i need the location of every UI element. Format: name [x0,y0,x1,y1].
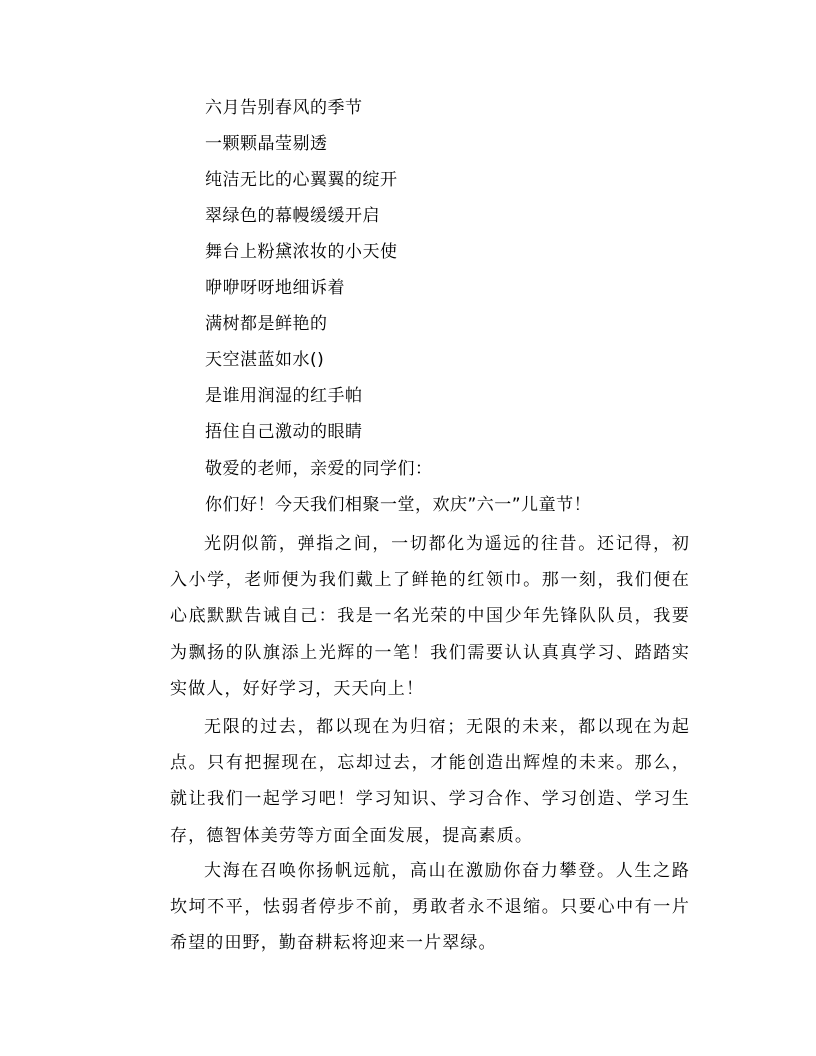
poem-line-4: 翠绿色的幕幔缓缓开启 [205,206,380,226]
poem-line-7: 满树都是鲜艳的 [205,314,328,334]
poem-line-3: 纯洁无比的心翼翼的绽开 [205,170,398,190]
poem-line-5: 舞台上粉黛浓妆的小天使 [205,242,398,262]
poem-line-6: 咿咿呀呀地细诉着 [205,278,345,298]
poem-line-8: 天空湛蓝如水() [205,350,325,370]
speech-paragraph-2: 无限的过去，都以现在为归宿；无限的未来，都以现在为起点。只有把握现在，忘却过去，才能创造出辉煌的未来。那么，就让我们一起学习吧！学习知识、学习合作、学习创造、学习生存，德智体美劳等方面全面发展，提高素质。 [170,717,690,846]
speech-paragraph-3: 大海在召唤你扬帆远航，高山在激励你奋力攀登。人生之路坎坷不平，怯弱者停步不前，勇敢者永不退缩。只要心中有一片希望的田野，勤奋耕耘将迎来一片翠绿。 [170,861,690,954]
poem-line-10: 捂住自己激动的眼睛 [205,422,363,442]
poem-line-2: 一颗颗晶莹剔透 [205,134,328,154]
greeting: 你们好！今天我们相聚一堂，欢庆”六一”儿童节！ [205,495,592,515]
poem-line-1: 六月告别春风的季节 [205,98,363,118]
salutation: 敬爱的老师，亲爱的同学们： [205,459,433,479]
speech-paragraph-1: 光阴似箭，弹指之间，一切都化为遥远的往昔。还记得，初入小学，老师便为我们戴上了鲜艳的红领巾。那一刻，我们便在心底默默告诫自己：我是一名光荣的中国少年先锋队队员，我要为飘扬的队旗添上光辉的一笔！我们需要认认真真学习、踏踏实实做人，好好学习，天天向上！ [170,534,690,699]
poem-line-9: 是谁用润湿的红手帕 [205,386,363,406]
